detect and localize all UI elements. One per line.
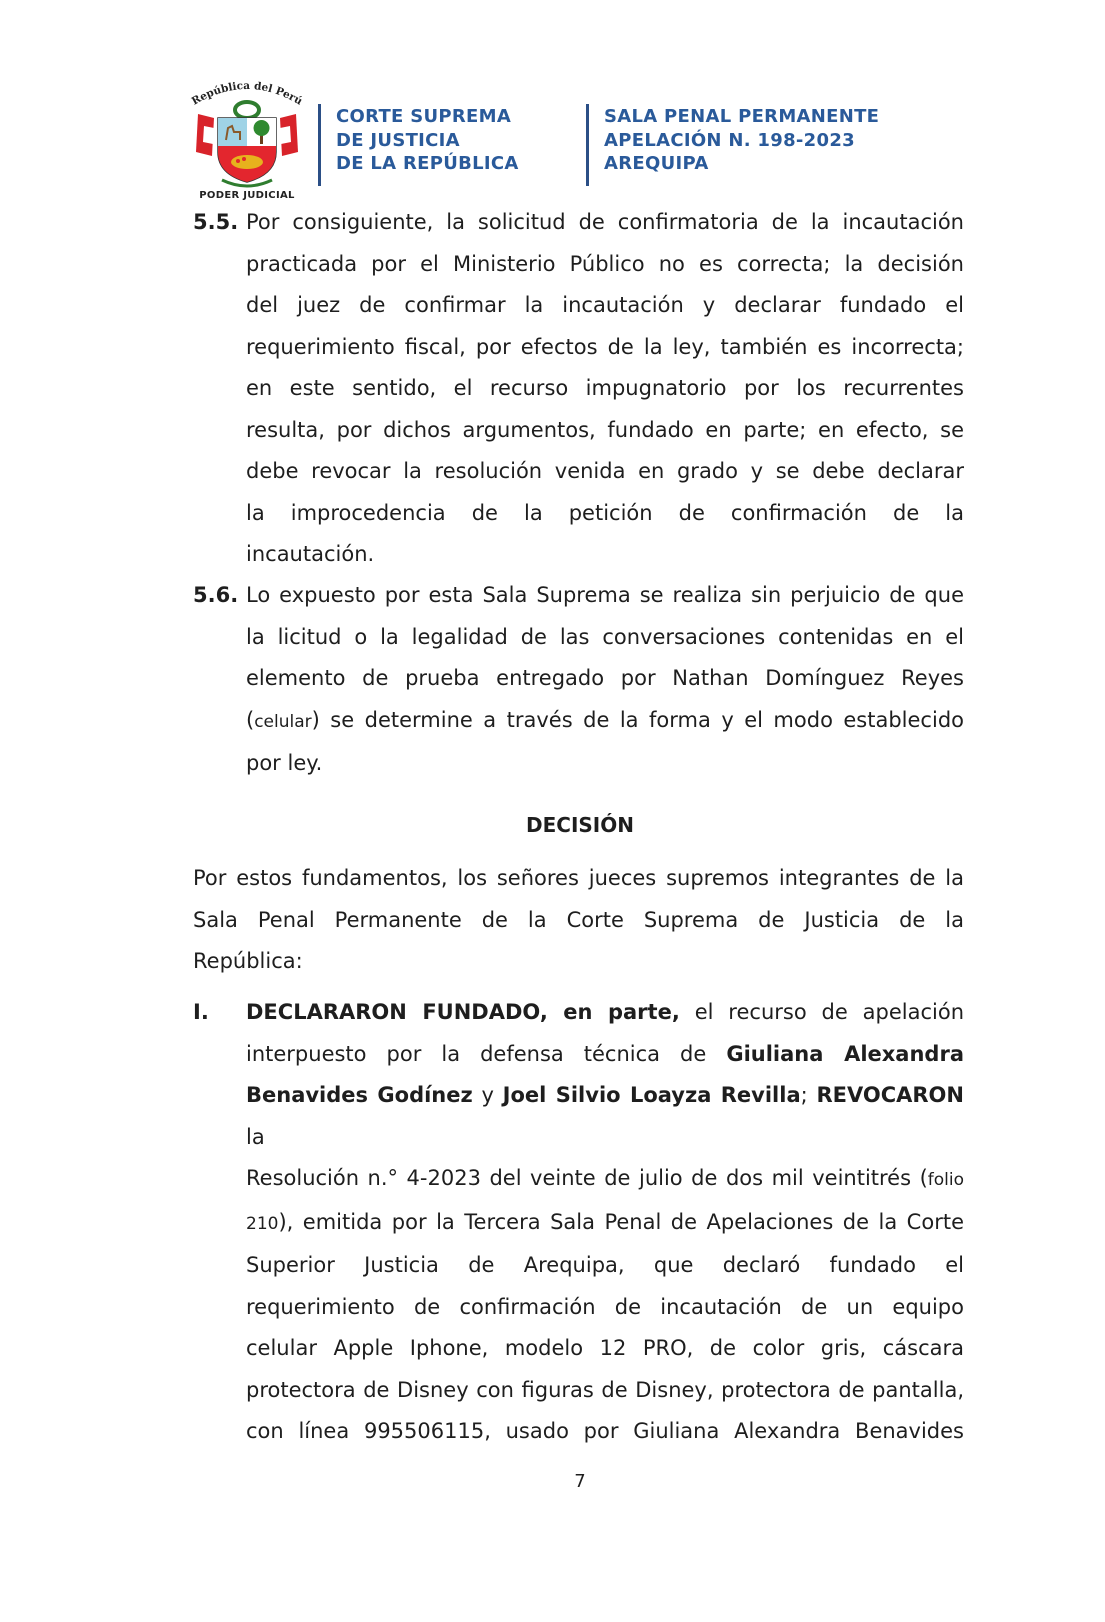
text-line: interpuesto por la defensa técnica de Giuliana Alexandra <box>246 1041 964 1066</box>
text-line: Por consiguiente, la solicitud de confirmatoria de la incautación <box>246 210 964 234</box>
text-line: con línea 995506115, usado por Giuliana Alexandra Benavides <box>246 1419 964 1443</box>
emblem-caption: PODER JUDICIAL <box>199 190 295 201</box>
text-line: 210), emitida por la Tercera Sala Penal de Apelaciones de la Corte <box>246 1209 964 1234</box>
text-line: en este sentido, el recurso impugnatorio por los recurrentes <box>246 376 964 400</box>
coat-of-arms-icon <box>194 96 300 190</box>
text-line: elemento de prueba entregado por Nathan Domínguez Reyes <box>246 666 964 690</box>
text-line: incautación. <box>246 542 375 566</box>
text-line: por ley. <box>246 751 323 775</box>
text-line: la licitud o la legalidad de las conversaciones contenidas en el <box>246 624 964 649</box>
header-divider <box>586 104 589 186</box>
page-header <box>0 0 1105 210</box>
svg-text:República del Perú: República del Perú <box>190 80 304 106</box>
text-line: la improcedencia de la petición de confirmación de la <box>246 500 964 525</box>
decision-item-1 <box>246 992 964 1453</box>
text-line: protectora de Disney con figuras de Disney, protectora de pantalla, <box>246 1377 964 1402</box>
text-line: practicada por el Ministerio Público no es correcta; la decisión <box>246 251 964 276</box>
text-line: Lo expuesto por esta Sala Suprema se realiza sin perjuicio de que <box>246 583 964 607</box>
text-line: celular Apple Iphone, modelo 12 PRO, de color gris, cáscara <box>246 1336 964 1360</box>
text-line: Sala Penal Permanente de la Corte Suprema de Justicia de la <box>193 907 964 932</box>
section-number: 5.5. <box>193 210 239 234</box>
text-line: (celular) se determine a través de la forma y el modo establecido <box>246 707 964 732</box>
case-line: AREQUIPA <box>604 153 709 174</box>
decision-intro <box>193 858 964 983</box>
text-line: República: <box>193 949 303 973</box>
section-number: 5.6. <box>193 583 239 607</box>
text-line: requerimiento fiscal, por efectos de la ley, también es incorrecta; <box>246 334 964 359</box>
case-line: SALA PENAL PERMANENTE <box>604 106 880 127</box>
text-line: requerimiento de confirmación de incautación de un equipo <box>246 1294 964 1319</box>
text-line: DECLARARON FUNDADO, en parte, el recurso de apelación <box>246 1000 965 1024</box>
case-line: APELACIÓN N. 198-2023 <box>604 129 855 151</box>
poder-judicial-emblem <box>190 80 304 204</box>
text-line: del juez de confirmar la incautación y declarar fundado el <box>246 293 964 317</box>
court-line: CORTE SUPREMA <box>336 106 512 127</box>
court-line: DE JUSTICIA <box>336 129 460 151</box>
text-line: Superior Justicia de Arequipa, que declaró fundado el <box>246 1253 964 1277</box>
text-line: Benavides Godínez y Joel Silvio Loayza Revilla; REVOCARON la <box>246 1083 964 1149</box>
court-line: DE LA REPÚBLICA <box>336 153 519 174</box>
item-number: I. <box>193 1000 209 1024</box>
case-reference <box>604 105 879 176</box>
section-5-5-text <box>246 202 964 576</box>
page-number: 7 <box>574 1471 586 1492</box>
text-line: resulta, por dichos argumentos, fundado en parte; en efecto, se <box>246 417 964 442</box>
text-line: debe revocar la resolución venida en grado y se debe declarar <box>246 459 964 483</box>
header-divider <box>318 104 321 186</box>
decision-heading: DECISIÓN <box>526 813 634 837</box>
text-line: Resolución n.° 4-2023 del veinte de julio de dos mil veintitrés (folio <box>246 1166 964 1190</box>
court-name <box>336 105 519 176</box>
text-line: Por estos fundamentos, los señores jueces supremos integrantes de la <box>193 866 964 890</box>
section-5-6-text <box>246 575 964 785</box>
